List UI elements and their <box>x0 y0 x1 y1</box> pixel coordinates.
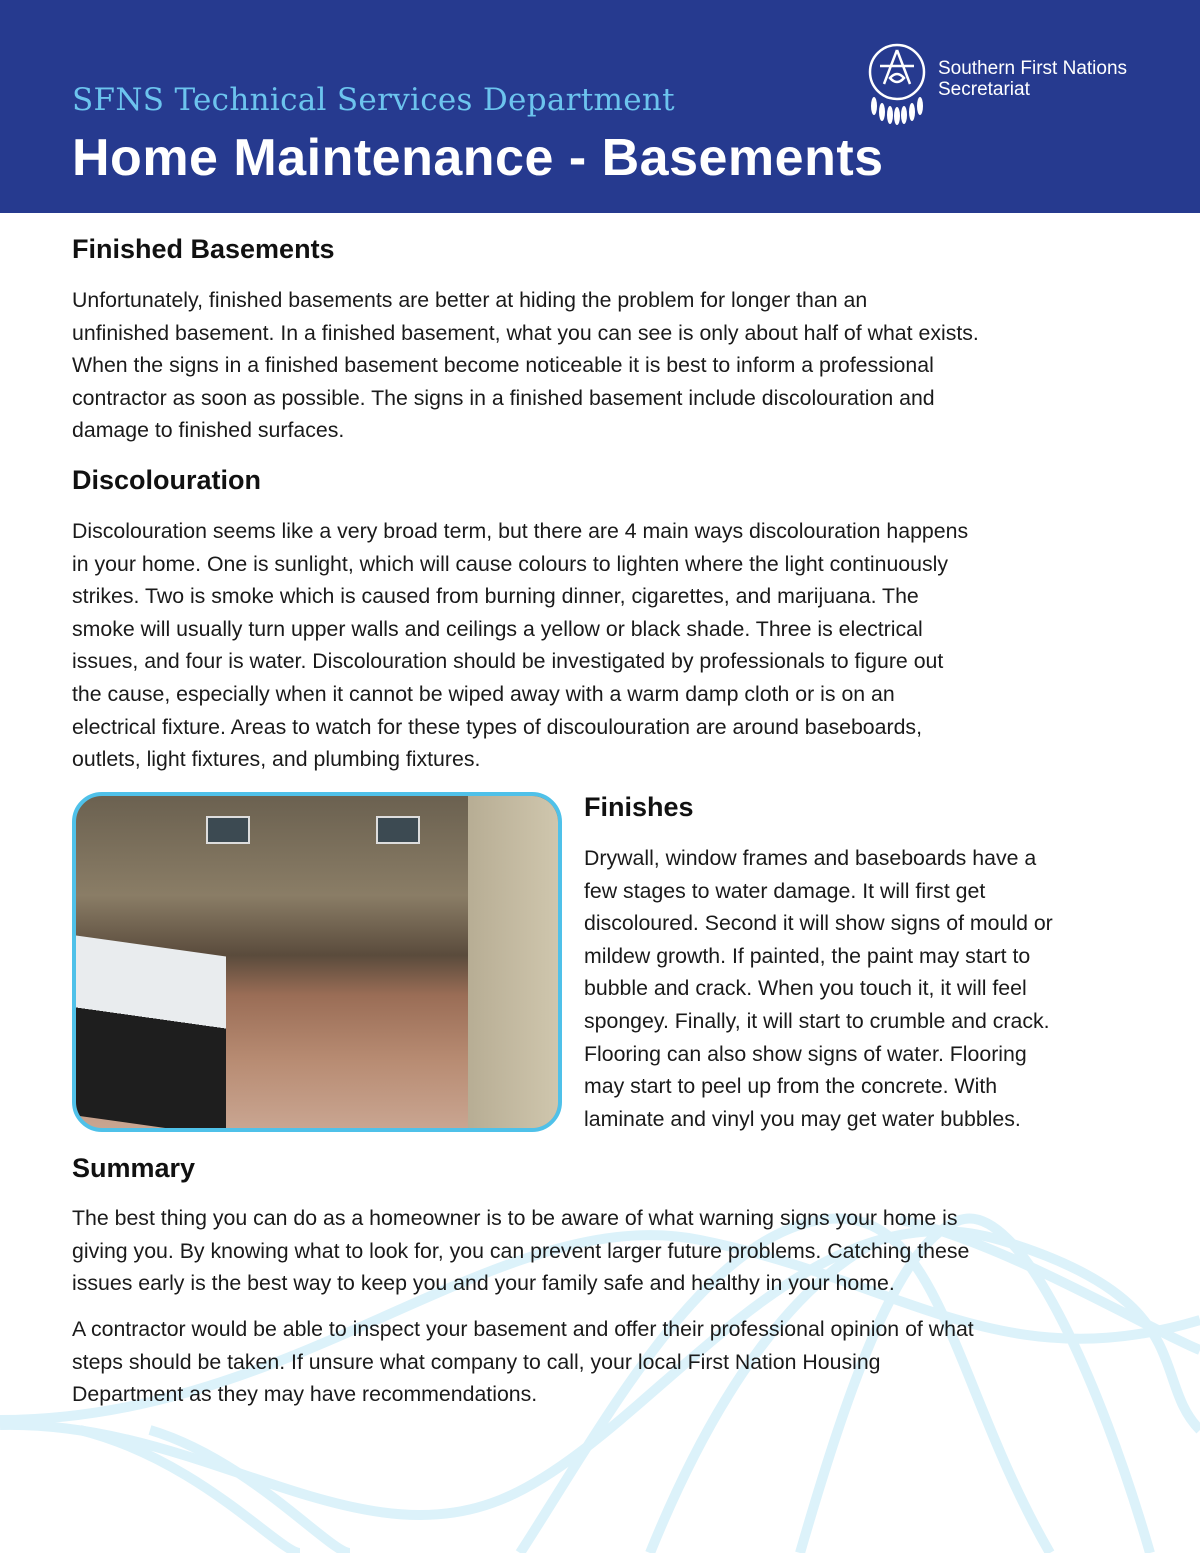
text-line: The best thing you can do as a homeowner is to be aware of what warning signs your home is <box>72 1206 958 1230</box>
org-name <box>938 58 1127 100</box>
org-logo <box>866 42 1146 132</box>
summary-paragraph-2 <box>72 1313 974 1411</box>
text-line: Unfortunately, finished basements are better at hiding the problem for longer than an <box>72 288 868 312</box>
header-banner <box>0 0 1200 213</box>
text-line: may start to peel up from the concrete. With <box>584 1074 998 1099</box>
text-line: laminate and vinyl you may get water bubbles. <box>584 1106 1021 1131</box>
text-line: Flooring can also show signs of water. Flooring <box>584 1041 1027 1066</box>
department-name: SFNS Technical Services Department <box>72 82 675 118</box>
org-name-line2: Secretariat <box>938 79 1030 100</box>
water-damaged-basement-photo <box>72 792 562 1132</box>
text-line: Department as they may have recommendations. <box>72 1382 538 1407</box>
page-title: Home Maintenance - Basements <box>72 129 884 187</box>
text-line: issues early is the best way to keep you and your family safe and healthy in your home. <box>72 1271 895 1296</box>
text-line: Drywall, window frames and baseboards have a <box>584 846 1037 870</box>
text-line: few stages to water damage. It will first get <box>584 878 986 903</box>
discolouration-paragraph <box>72 515 968 776</box>
text-line: A contractor would be able to inspect your basement and offer their professional opinion of what <box>72 1317 974 1341</box>
text-line: Discolouration seems like a very broad term, but there are 4 main ways discolouration happens <box>72 519 969 543</box>
heading-discolouration: Discolouration <box>72 465 262 495</box>
heading-finishes: Finishes <box>584 792 694 822</box>
text-line: issues, and four is water. Discolouration should be investigated by professionals to figure out <box>72 649 944 674</box>
text-line: damage to finished surfaces. <box>72 418 345 443</box>
finished-basements-paragraph <box>72 284 979 447</box>
text-line: smoke will usually turn upper walls and ceilings a yellow or black shade. Three is electrical <box>72 616 923 641</box>
heading-finished-basements: Finished Basements <box>72 234 335 264</box>
text-line: strikes. Two is smoke which is caused from burning dinner, cigarettes, and marijuana. The <box>72 584 919 609</box>
text-line: unfinished basement. In a finished basement, what you can see is only about half of what exists. <box>72 320 979 345</box>
text-line: contractor as soon as possible. The signs in a finished basement include discolouration and <box>72 385 935 410</box>
text-line: bubble and crack. When you touch it, it will feel <box>584 976 1027 1001</box>
finishes-paragraph <box>584 842 1053 1135</box>
text-line: spongey. Finally, it will start to crumble and crack. <box>584 1008 1050 1033</box>
text-line: the cause, especially when it cannot be wiped away with a warm damp cloth or is on an <box>72 681 895 706</box>
text-line: giving you. By knowing what to look for, you can prevent larger future problems. Catching these <box>72 1238 970 1263</box>
text-line: mildew growth. If painted, the paint may start to <box>584 943 1031 968</box>
org-name-line1: Southern First Nations <box>938 58 1128 79</box>
heading-summary: Summary <box>72 1153 196 1183</box>
text-line: outlets, light fixtures, and plumbing fixtures. <box>72 747 481 772</box>
text-line: in your home. One is sunlight, which will cause colours to lighten where the light continuously <box>72 551 949 576</box>
dreamcatcher-logo-icon <box>866 42 928 128</box>
summary-paragraph-1 <box>72 1202 969 1300</box>
text-line: discoloured. Second it will show signs of mould or <box>584 911 1053 936</box>
text-line: When the signs in a finished basement become noticeable it is best to inform a professional <box>72 353 934 378</box>
text-line: steps should be taken. If unsure what company to call, your local First Nation Housing <box>72 1349 881 1374</box>
text-line: electrical fixture. Areas to watch for these types of discoulouration are around baseboards, <box>72 714 922 739</box>
